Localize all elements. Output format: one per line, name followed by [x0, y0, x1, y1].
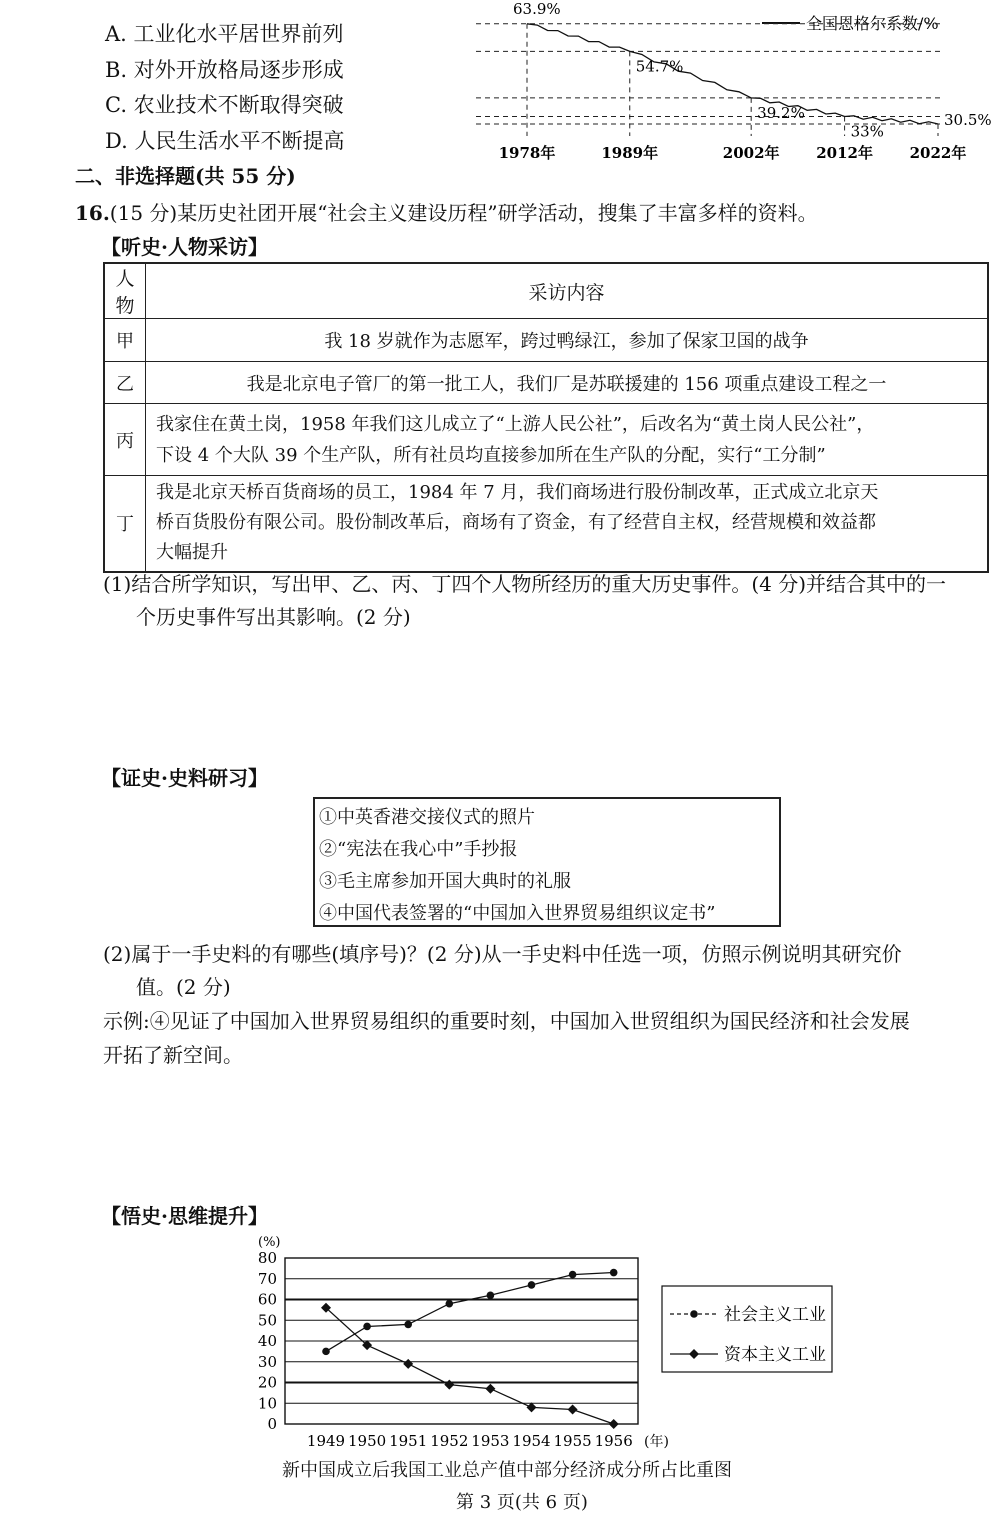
capitalist-point [609, 1419, 619, 1429]
q16-number: 16. [75, 201, 110, 225]
x-tick-label: 1950 [348, 1432, 387, 1450]
y-tick-label: 30 [257, 1352, 277, 1371]
source-item-2: ②“宪法在我心中”手抄报 [319, 839, 518, 860]
row-line: 我 18 岁就作为志愿军，跨过鸭绿江，参加了保家卫国的战争 [324, 331, 809, 352]
row-line: 我家住在黄土岗，1958 年我们这儿成立了“上游人民公社”，后改名为“黄土岗人民公社”， [156, 413, 875, 435]
engel-point-label: 39.2% [757, 103, 805, 122]
socialist-point [487, 1292, 495, 1300]
legend-circle-marker [690, 1310, 698, 1318]
engel-series-line [527, 24, 938, 124]
row-line: 我是北京天桥百货商场的员工，1984 年 7 月，我们商场进行股份制改革，正式成立北京天 [156, 482, 879, 504]
y-tick-label: 80 [257, 1249, 277, 1267]
y-tick-label: 50 [257, 1311, 277, 1330]
capitalist-point [403, 1359, 413, 1369]
socialist-point [322, 1348, 330, 1356]
legend-label: 资本主义工业 [724, 1345, 826, 1365]
legend-label: 社会主义工业 [724, 1305, 826, 1325]
heading-reflection: 【悟史·思维提升】 [101, 1204, 268, 1228]
row-line: 桥百货股份有限公司。股份制改革后，商场有了资金，有了经营自主权，经营规模和效益都 [156, 512, 876, 534]
capitalist-point [444, 1380, 454, 1390]
source-item-1: ①中英香港交接仪式的照片 [319, 807, 535, 828]
engel-x-tick-label: 1978年 [498, 144, 556, 162]
option-d: D. 人民生活水平不断提高 [105, 129, 345, 153]
series-line-1 [326, 1273, 614, 1352]
legend-diamond-marker [689, 1349, 699, 1359]
engel-coefficient-chart [470, 0, 992, 168]
table-row [104, 319, 988, 362]
interview-table [103, 262, 989, 573]
capitalist-point [485, 1384, 495, 1394]
option-b: B. 对外开放格局逐步形成 [105, 58, 344, 82]
heading-interview: 【听史·人物采访】 [101, 235, 268, 259]
subquestion-2-line1: (2)属于一手史料的有哪些(填序号)？(2 分)从一手史料中任选一项，仿照示例说明其研究价 [103, 942, 902, 966]
row-content [146, 476, 989, 572]
row-content [146, 319, 989, 362]
engel-x-tick-label: 2002年 [722, 144, 780, 162]
x-tick-label: 1954 [512, 1432, 551, 1450]
table-header-row [104, 263, 988, 319]
subquestion-2-line2: 值。(2 分) [136, 975, 231, 999]
engel-x-tick-label: 1989年 [601, 144, 659, 162]
socialist-point [569, 1271, 577, 1279]
y-axis-unit: (%) [258, 1235, 281, 1250]
page-footer: 第 3 页(共 6 页) [456, 1492, 588, 1513]
source-item-3: ③毛主席参加开国大典时的礼服 [319, 871, 571, 892]
y-tick-label: 10 [257, 1394, 277, 1413]
chart-title: 新中国成立后我国工业总产值中部分经济成分所占比重图 [282, 1460, 732, 1481]
capitalist-point [527, 1402, 537, 1412]
engel-legend: 全国恩格尔系数/% [806, 14, 939, 33]
q16-stem [75, 197, 818, 226]
row-content [146, 404, 989, 476]
engel-point-label: 33% [850, 122, 884, 141]
engel-point-label: 54.7% [635, 57, 684, 76]
socialist-point [610, 1269, 618, 1277]
x-tick-label: 1956 [594, 1432, 633, 1450]
row-content [146, 362, 989, 404]
example-line1: 示例:④见证了中国加入世界贸易组织的重要时刻，中国加入世贸组织为国民经济和社会发展 [103, 1009, 910, 1033]
engel-point-label: 63.9% [513, 0, 561, 18]
row-person: 甲 [104, 319, 146, 362]
y-tick-label: 60 [257, 1290, 277, 1309]
engel-x-tick-label: 2012年 [816, 144, 873, 162]
table-row [104, 404, 988, 476]
y-tick-label: 20 [257, 1373, 277, 1392]
industry-share-chart [240, 1228, 860, 1456]
row-line: 我是北京电子管厂的第一批工人，我们厂是苏联援建的 156 项重点建设工程之一 [246, 373, 887, 395]
x-tick-label: 1955 [553, 1432, 592, 1450]
option-a: A. 工业化水平居世界前列 [105, 22, 344, 46]
q16-stem-text: (15 分)某历史社团开展“社会主义建设历程”研学活动，搜集了丰富多样的资料。 [109, 201, 818, 225]
engel-point-label: 30.5% [944, 111, 992, 129]
source-list-box [313, 797, 781, 927]
socialist-point [528, 1281, 536, 1289]
socialist-point [446, 1300, 454, 1308]
row-person: 丁 [104, 476, 146, 572]
capitalist-point [568, 1404, 578, 1414]
subquestion-1-line1: (1)结合所学知识，写出甲、乙、丙、丁四个人物所经历的重大历史事件。(4 分)并结合其中的一 [103, 572, 947, 596]
header-content: 采访内容 [146, 263, 989, 319]
socialist-point [404, 1321, 412, 1329]
x-tick-label: 1951 [389, 1432, 428, 1450]
table-row [104, 476, 988, 572]
x-tick-label: 1953 [471, 1432, 510, 1450]
x-axis-unit: (年) [644, 1434, 669, 1450]
engel-x-tick-label: 2022年 [909, 144, 967, 162]
y-tick-label: 0 [267, 1415, 277, 1433]
y-tick-label: 70 [257, 1269, 277, 1288]
row-person: 乙 [104, 362, 146, 404]
row-line: 下设 4 个大队 39 个生产队，所有社员均直接参加所在生产队的分配，实行“工分制” [156, 444, 826, 466]
y-tick-label: 40 [257, 1332, 277, 1350]
socialist-point [363, 1323, 371, 1331]
source-item-4: ④中国代表签署的“中国加入世界贸易组织议定书” [319, 903, 716, 924]
x-tick-label: 1949 [306, 1432, 346, 1450]
subquestion-1-line2: 个历史事件写出其影响。(2 分) [136, 605, 411, 629]
heading-source-study: 【证史·史料研习】 [101, 766, 268, 790]
example-line2: 开拓了新空间。 [103, 1043, 243, 1067]
header-person: 人物 [104, 263, 146, 319]
x-tick-label: 1952 [430, 1432, 469, 1450]
table-row [104, 362, 988, 404]
option-c: C. 农业技术不断取得突破 [105, 93, 344, 117]
row-person: 丙 [104, 404, 146, 476]
row-line: 大幅提升 [156, 542, 228, 564]
section-2-title: 二、非选择题(共 55 分) [75, 164, 296, 188]
